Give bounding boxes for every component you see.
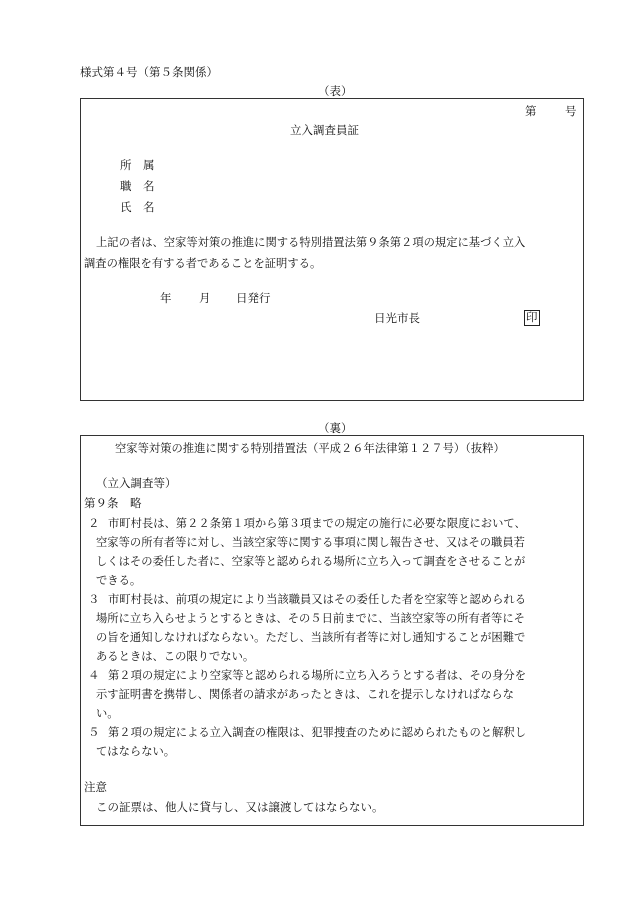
item-line: しくはその委任した者に、空家等と認められる場所に立ち入って調査をさせることが: [96, 555, 526, 568]
section-heading: （立入調査等）: [96, 476, 177, 490]
seal-stamp: 印: [526, 310, 538, 324]
card-number-go: 号: [565, 104, 577, 118]
issue-year: 年: [160, 291, 172, 305]
issuer: 日光市長: [374, 311, 420, 325]
front-side-label: （表）: [318, 84, 353, 98]
field-position: 職 名: [120, 179, 155, 193]
card-title: 立入調査員証: [290, 123, 359, 137]
statement-line-2: 調査の権限を有する者であることを証明する。: [84, 257, 322, 270]
item-line: 示す証明書を携帯し、関係者の請求があったときは、これを提示しなければならな: [96, 688, 514, 701]
statement-line-1: 上記の者は、空家等対策の推進に関する特別措置法第９条第２項の規定に基づく立入: [96, 236, 526, 249]
item-number: ３: [88, 592, 100, 606]
item-line: の旨を通知しなければならない。ただし、当該所有者等に対し通知することが困難で: [96, 631, 526, 644]
item-line: 第２項の規定による立入調査の権限は、犯罪捜査のために認められたものと解釈し: [108, 726, 526, 739]
item-line: できる。: [96, 574, 142, 587]
back-side-label: （裏）: [318, 421, 353, 435]
issue-month: 月: [199, 291, 211, 305]
item-line: い。: [96, 707, 119, 720]
item-line: あるときは、この限りでない。: [96, 650, 255, 663]
issue-day: 日発行: [236, 291, 271, 305]
note-text: この証票は、他人に貸与し、又は譲渡してはならない。: [96, 800, 384, 814]
card-number-dai: 第: [525, 104, 537, 118]
item-line: てはならない。: [96, 745, 176, 758]
item-number: ５: [88, 725, 100, 739]
front-card: [80, 98, 584, 401]
item-line: 市町村長は、第２２条第１項から第３項までの規定の施行に必要な限度において、: [108, 517, 526, 530]
law-title: 空家等対策の推進に関する特別措置法（平成２６年法律第１２７号）（抜粋）: [115, 442, 505, 455]
item-number: ２: [88, 516, 100, 530]
item-line: 市町村長は、前項の規定により当該職員又はその委任した者を空家等と認められる: [108, 593, 526, 606]
article-number: 第９条 略: [84, 496, 142, 510]
form-label: 様式第４号（第５条関係）: [80, 65, 218, 79]
item-line: 空家等の所有者等に対し、当該空家等に関する事項に関し報告させ、又はその職員若: [96, 536, 525, 549]
field-name: 氏 名: [120, 200, 155, 214]
item-number: ４: [88, 668, 100, 682]
item-line: 第２項の規定により空家等と認められる場所に立ち入ろうとする者は、その身分を: [108, 669, 526, 682]
item-line: 場所に立ち入らせようとするときは、その５日前までに、当該空家等の所有者等にそ: [96, 612, 525, 625]
field-affiliation: 所 属: [120, 158, 155, 172]
note-title: 注意: [84, 780, 107, 794]
